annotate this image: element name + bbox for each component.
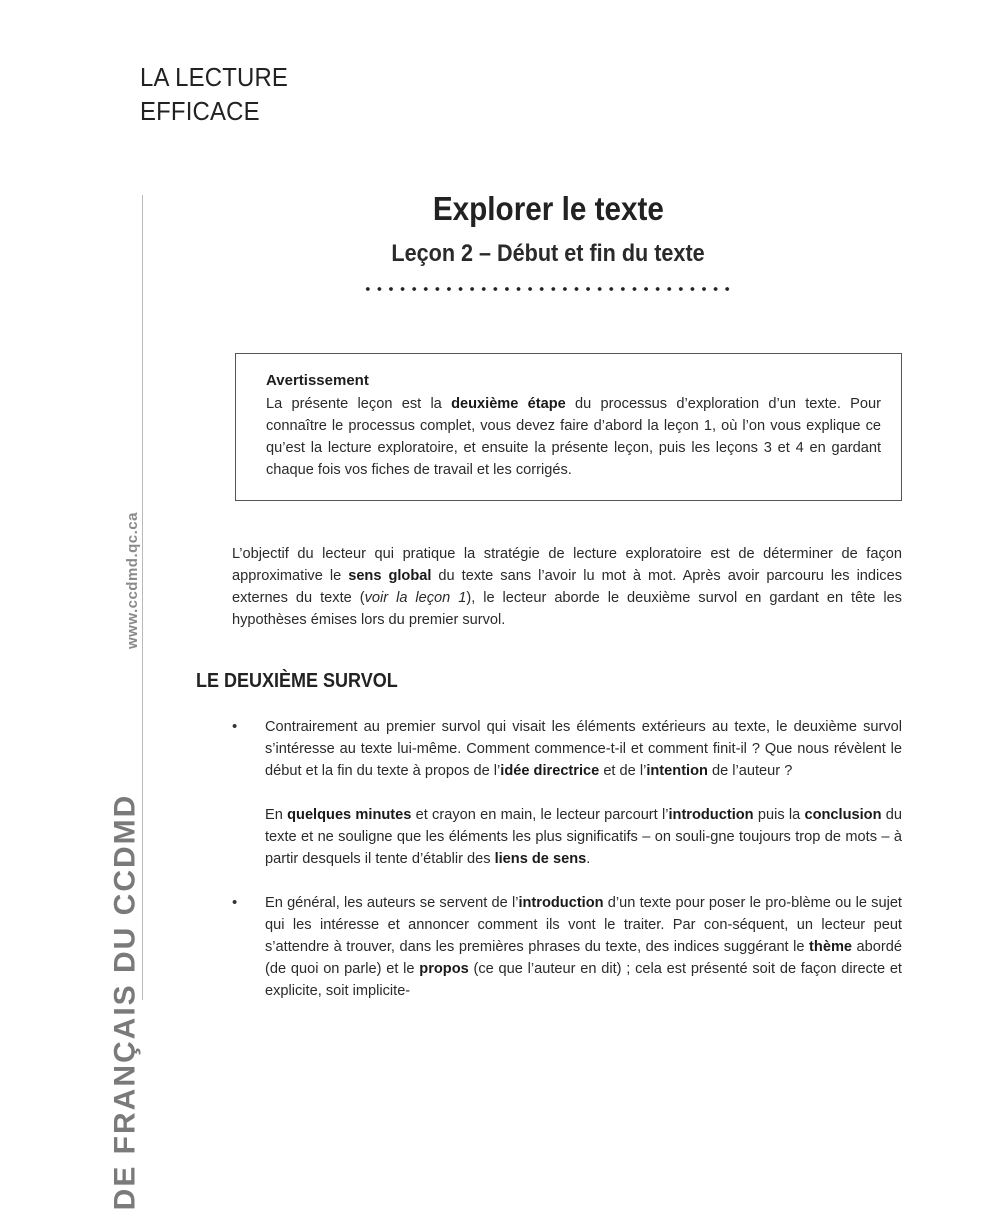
emphasis-bold: propos — [419, 961, 469, 977]
emphasis-bold: introduction — [668, 807, 754, 823]
bullet-item — [232, 716, 902, 870]
collection-title — [140, 60, 288, 128]
text-run: En général, les auteurs se servent de l’ — [265, 895, 519, 911]
dotted-divider — [362, 286, 736, 292]
emphasis-bold: introduction — [518, 895, 604, 911]
text-run: du texte et ne souligne que les éléments les plus significatifs – on souli-gne toujours trop de mots – à partir desquels il tente d’établir des — [265, 807, 902, 867]
emphasis-bold: quelques minutes — [287, 807, 412, 823]
text-run: La présente leçon est la — [266, 396, 452, 412]
emphasis-italic: voir la leçon 1 — [364, 590, 467, 606]
side-brand — [100, 680, 150, 1210]
side-url — [112, 505, 152, 655]
bullet-paragraph — [265, 716, 902, 782]
emphasis-bold: thème — [809, 939, 853, 955]
side-url-text: www.ccdmd.qc.ca — [123, 511, 141, 649]
notice-text — [266, 393, 881, 481]
emphasis-bold: liens de sens — [494, 851, 587, 867]
bullet-paragraph — [265, 804, 902, 870]
text-run: ), le lecteur aborde le deuxième survol en gardant en tête les hypothèses émises lors du premier survol. — [232, 590, 902, 628]
text-run: abordé (de quoi on parle) et le — [265, 939, 903, 977]
text-run: du processus d’exploration d’un texte. Pour connaître le processus complet, vous devez faire d’abord la leçon 1, où l’on vous explique ce qu’est la lecture exploratoire, et ensuite la présente leçon, puis les leçons 3 et 4 en gardant chaque fois vos fiches de travail et les corrigés. — [266, 396, 881, 478]
lesson-subtitle — [0, 240, 1000, 268]
text-run: d’un texte pour poser le pro-blème ou le sujet qui les intéresse et annoncer comment ils vont le traiter. Par con-séquent, un lecteur peut s’attendre à trouver, dans les premières phrases du texte, des indices suggérant le — [265, 895, 902, 955]
bullet-paragraph — [265, 892, 902, 1002]
emphasis-bold: deuxième étape — [451, 396, 566, 412]
text-run: (ce que l’auteur en dit) ; cela est présenté soit de façon directe et explicite, soit implicite- — [265, 961, 902, 999]
section-heading — [196, 670, 420, 693]
text-run: et crayon en main, le lecteur parcourt l’ — [411, 807, 669, 823]
text-run: L’objectif du lecteur qui pratique la stratégie de lecture exploratoire est de déterminer de façon approximative le — [232, 546, 902, 584]
emphasis-bold: idée directrice — [500, 763, 600, 779]
page-title — [0, 190, 1000, 228]
collection-title-line2: EFFICACE — [140, 96, 260, 126]
intro-paragraph — [232, 543, 902, 631]
lesson-subtitle-text: Leçon 2 – Début et fin du texte — [391, 240, 705, 267]
text-run: puis la — [753, 807, 805, 823]
notice-title: Avertissement — [266, 372, 369, 389]
text-run: du texte sans l’avoir lu mot à mot. Après avoir parcouru les indices externes du texte ( — [232, 568, 902, 606]
collection-title-line1: LA LECTURE — [140, 62, 289, 92]
text-run: En — [265, 807, 288, 823]
emphasis-bold: sens global — [348, 568, 432, 584]
section-heading-text: LE DEUXIÈME SURVOL — [196, 670, 398, 692]
text-run: et de l’ — [599, 763, 647, 779]
text-run: de l’auteur ? — [707, 763, 793, 779]
emphasis-bold: intention — [646, 763, 708, 779]
emphasis-bold: conclusion — [804, 807, 882, 823]
bullet-marker: • — [232, 718, 238, 735]
text-run: Contrairement au premier survol qui visait les éléments extérieurs au texte, le deuxième survol s’intéresse au texte lui-même. Comment commence-t-il et comment finit-il ? Que nous révèlent le début et la fin du texte à propos de l’ — [265, 719, 902, 779]
bullet-item — [232, 892, 902, 1002]
notice-box — [235, 353, 902, 501]
page-title-text: Explorer le texte — [432, 190, 664, 227]
text-run: . — [586, 851, 591, 867]
side-brand-text: DE FRANÇAIS DU CCDMD — [108, 793, 141, 1210]
bullet-marker: • — [232, 894, 238, 911]
bullet-list — [232, 716, 902, 1002]
